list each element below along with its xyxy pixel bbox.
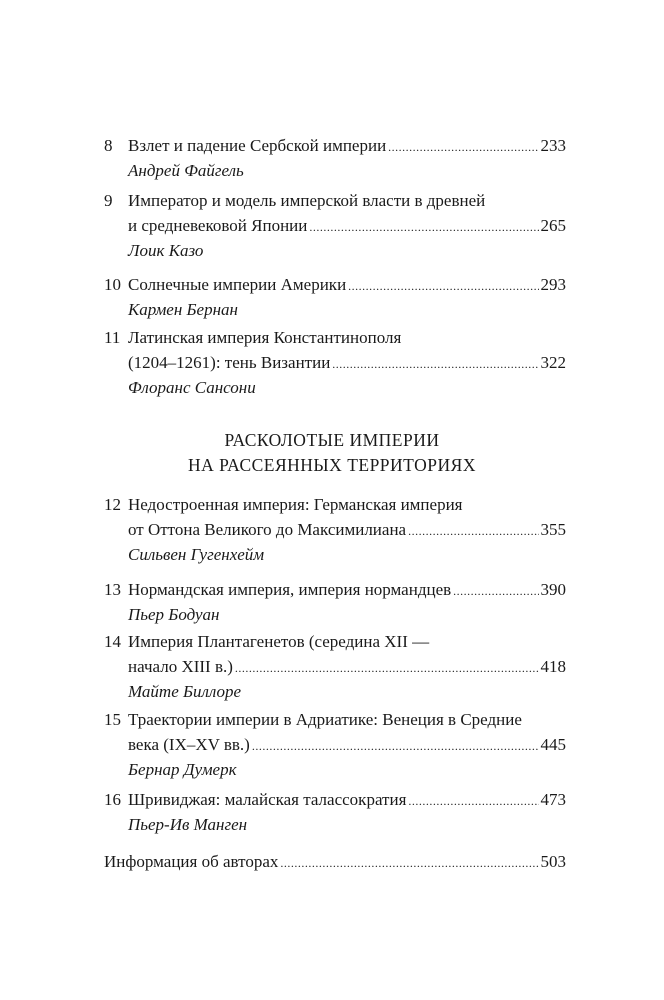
page-number: 293 <box>540 275 566 294</box>
dot-leader <box>332 350 538 377</box>
toc-link[interactable] <box>128 213 566 240</box>
toc-link[interactable] <box>128 272 566 299</box>
dot-leader <box>408 517 538 544</box>
chapter-title: Латинская империя Константинополя <box>128 328 402 347</box>
dot-leader <box>408 787 538 814</box>
chapter-author: Андрей Файгель <box>128 161 244 180</box>
section-heading-line: НА РАССЕЯННЫХ ТЕРРИТОРИЯХ <box>188 455 476 475</box>
page-number: 473 <box>540 790 566 809</box>
toc-entry <box>104 188 566 263</box>
chapter-number: 15 <box>104 710 121 729</box>
toc-link[interactable] <box>128 133 566 160</box>
toc-link[interactable] <box>128 787 566 814</box>
chapter-author: Флоранс Сансони <box>128 378 256 397</box>
toc-entry-authors-info <box>104 849 566 874</box>
toc-entry <box>104 272 566 322</box>
chapter-title: Недостроенная империя: Германская империя <box>128 495 463 514</box>
dot-leader <box>388 133 538 160</box>
chapter-title-cont: века (IX–XV вв.) <box>128 735 250 754</box>
chapter-title: Император и модель имперской власти в древней <box>128 191 486 210</box>
chapter-title-cont: от Оттона Великого до Максимилиана <box>128 520 407 539</box>
chapter-author: Майте Биллоре <box>128 682 242 701</box>
page-number: 233 <box>540 136 566 155</box>
dot-leader <box>235 654 539 681</box>
page-number: 445 <box>540 735 566 754</box>
toc-link[interactable] <box>104 849 566 876</box>
chapter-author: Кармен Бернан <box>128 300 238 319</box>
toc-link[interactable] <box>128 577 566 604</box>
toc-entry <box>104 577 566 627</box>
chapter-number: 16 <box>104 790 121 809</box>
dot-leader <box>252 732 539 759</box>
dot-leader <box>309 213 538 240</box>
chapter-number: 11 <box>104 328 121 347</box>
chapter-number: 10 <box>104 275 121 294</box>
chapter-author: Пьер-Ив Манген <box>128 815 248 834</box>
chapter-title-cont: (1204–1261): тень Византии <box>128 353 331 372</box>
toc-entry <box>104 787 566 837</box>
toc-entry <box>104 492 566 567</box>
toc-link[interactable] <box>128 732 566 759</box>
chapter-title: Империя Плантагенетов (середина XII — <box>128 632 430 651</box>
chapter-author: Сильвен Гугенхейм <box>128 545 265 564</box>
chapter-number: 13 <box>104 580 121 599</box>
chapter-title: Шривиджая: малайская талассократия <box>128 790 407 809</box>
chapter-title-cont: и средневековой Японии <box>128 216 308 235</box>
chapter-number: 8 <box>104 136 113 155</box>
page-number: 355 <box>540 520 566 539</box>
toc-link[interactable] <box>128 350 566 377</box>
authors-info-title: Информация об авторах <box>104 852 279 871</box>
chapter-author: Бернар Думерк <box>128 760 237 779</box>
chapter-title-cont: начало XIII в.) <box>128 657 233 676</box>
chapter-author: Пьер Бодуан <box>128 605 220 624</box>
page-number: 503 <box>540 852 566 871</box>
chapter-number: 14 <box>104 632 121 651</box>
toc-entry <box>104 133 566 183</box>
toc-entry <box>104 629 566 704</box>
page-number: 265 <box>540 216 566 235</box>
chapter-title: Траектории империи в Адриатике: Венеция в Средние <box>128 710 522 729</box>
chapter-title: Нормандская империя, империя нормандцев <box>128 580 452 599</box>
chapter-number: 12 <box>104 495 121 514</box>
toc-link[interactable] <box>128 654 566 681</box>
toc-entry <box>104 707 566 782</box>
section-heading-line: РАСКОЛОТЫЕ ИМПЕРИИ <box>224 430 440 450</box>
toc-link[interactable] <box>128 517 566 544</box>
chapter-author: Лоик Казо <box>128 241 204 260</box>
page-number: 418 <box>540 657 566 676</box>
chapter-title: Взлет и падение Сербской империи <box>128 136 387 155</box>
chapter-title: Солнечные империи Америки <box>128 275 347 294</box>
chapter-number: 9 <box>104 191 113 210</box>
dot-leader <box>280 849 538 876</box>
dot-leader <box>453 577 538 604</box>
dot-leader <box>348 272 538 299</box>
page-number: 390 <box>540 580 566 599</box>
section-heading <box>0 428 664 478</box>
toc-entry <box>104 325 566 400</box>
page-number: 322 <box>540 353 566 372</box>
